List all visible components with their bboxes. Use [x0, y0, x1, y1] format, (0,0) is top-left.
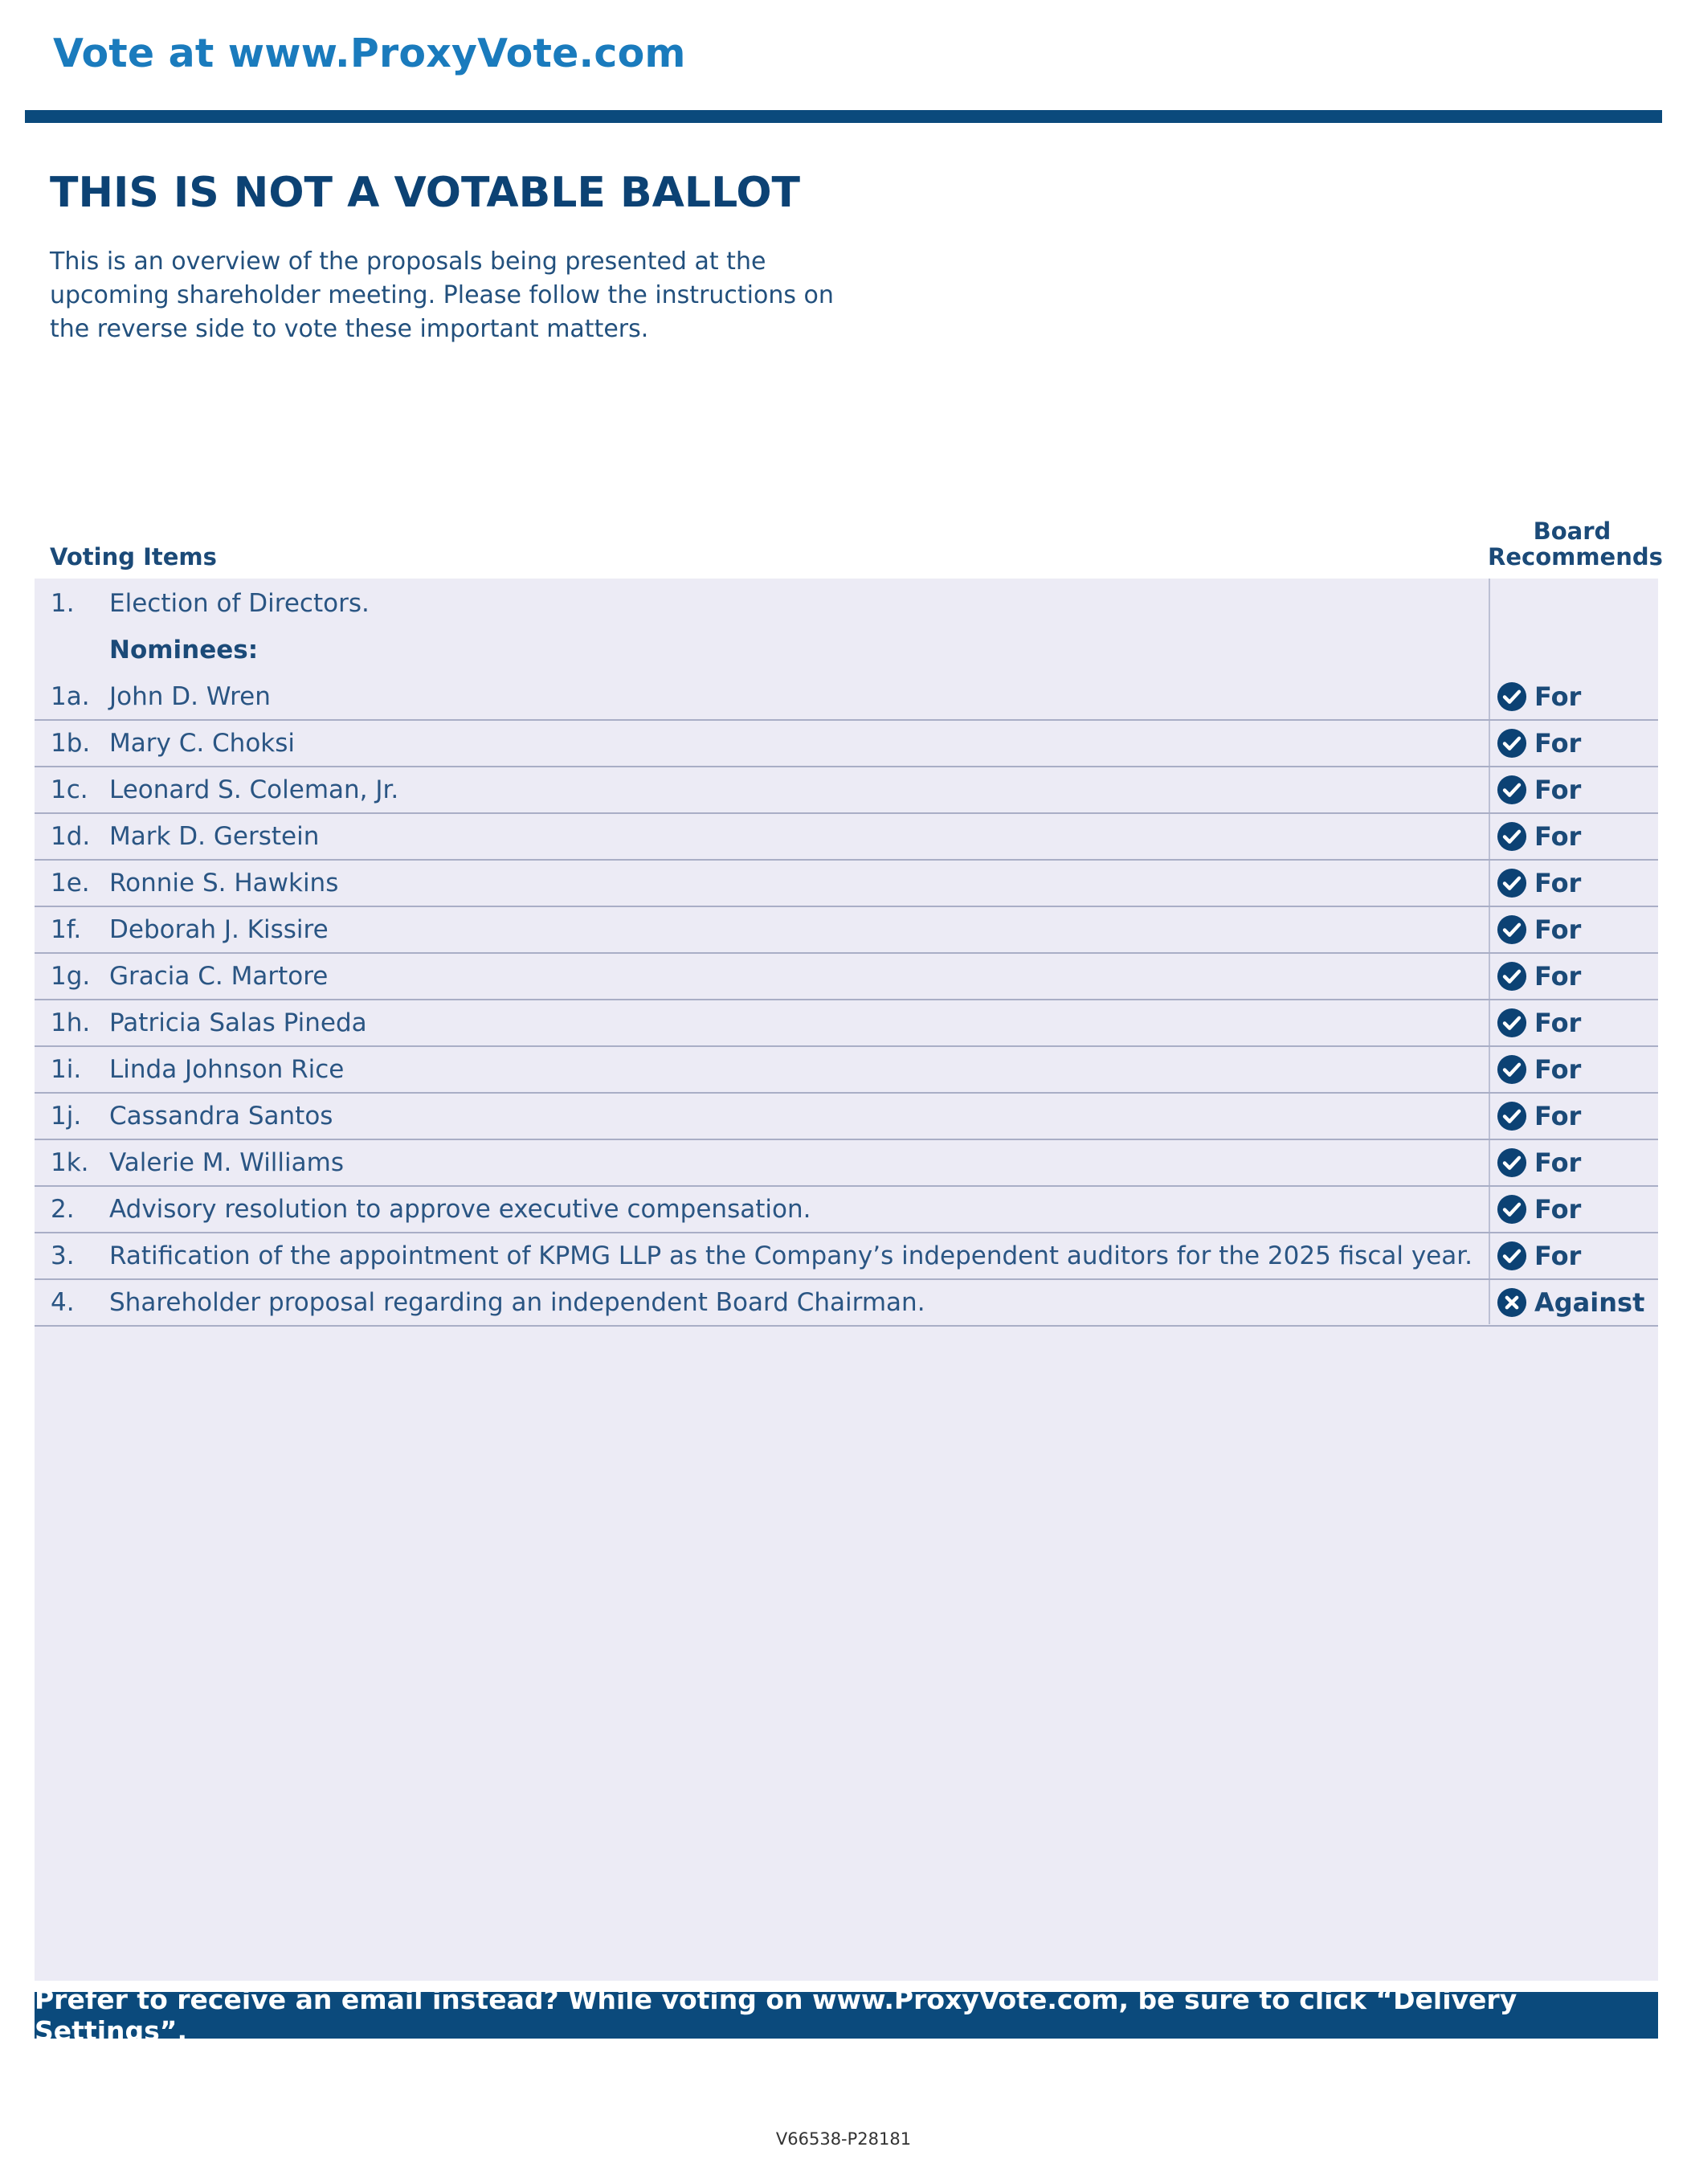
board-recommendation	[1497, 1054, 1581, 1085]
item-number: 1.	[51, 589, 75, 618]
intro-line-3: the reverse side to vote these important matters.	[50, 315, 649, 343]
board-recommendation	[1497, 914, 1581, 945]
item-description: Ronnie S. Hawkins	[109, 869, 339, 898]
item-number: 1j.	[51, 1102, 82, 1131]
item-number: 1b.	[51, 729, 91, 758]
item-description: John D. Wren	[109, 682, 271, 711]
board-recommendation	[1497, 775, 1581, 805]
item-number: 1c.	[51, 775, 88, 804]
board-recommendation	[1497, 1194, 1581, 1225]
board-recommendation	[1497, 1147, 1581, 1178]
item-number: 1k.	[51, 1148, 89, 1177]
voting-item-row	[35, 581, 1658, 628]
voting-item-row	[35, 1140, 1658, 1187]
item-description: Mark D. Gerstein	[109, 822, 320, 851]
x-circle-icon	[1497, 1287, 1527, 1318]
board-recommendation	[1497, 821, 1581, 852]
item-number: 1i.	[51, 1055, 82, 1084]
check-circle-icon	[1497, 1101, 1527, 1131]
board-recommendation	[1497, 961, 1581, 992]
item-number: 1g.	[51, 962, 91, 991]
column-header-board-recommends	[1488, 517, 1663, 571]
board-header-line-1: Board	[1533, 517, 1611, 545]
column-header-voting-items: Voting Items	[50, 543, 217, 571]
voting-item-row	[35, 861, 1658, 907]
recommendation-label: For	[1534, 914, 1582, 945]
recommendation-label: Against	[1534, 1287, 1645, 1318]
item-description: Advisory resolution to approve executive compensation.	[109, 1195, 811, 1224]
check-circle-icon	[1497, 1241, 1527, 1271]
item-description: Linda Johnson Rice	[109, 1055, 345, 1084]
item-description: Ratification of the appointment of KPMG LLP as the Company’s independent auditors for the 2025 fiscal year.	[109, 1241, 1473, 1270]
item-description: Shareholder proposal regarding an independent Board Chairman.	[109, 1288, 925, 1317]
recommendation-label: For	[1534, 1008, 1582, 1038]
board-recommendation	[1497, 681, 1581, 712]
item-number: 2.	[51, 1195, 75, 1224]
header-rule	[25, 110, 1662, 123]
board-recommendation	[1497, 1287, 1644, 1318]
voting-item-row	[35, 674, 1658, 721]
check-circle-icon	[1497, 1054, 1527, 1085]
check-circle-icon	[1497, 1147, 1527, 1178]
recommendation-label: For	[1534, 1101, 1582, 1131]
item-number: 1f.	[51, 915, 82, 944]
item-description: Election of Directors.	[109, 589, 370, 618]
recommendation-label: For	[1534, 1147, 1582, 1178]
nominees-subheading-row	[35, 628, 1658, 674]
voting-item-row	[35, 1047, 1658, 1094]
nominees-label: Nominees:	[109, 636, 259, 665]
check-circle-icon	[1497, 728, 1527, 759]
ballot-heading: THIS IS NOT A VOTABLE BALLOT	[50, 169, 801, 217]
voting-item-row	[35, 721, 1658, 767]
item-description: Deborah J. Kissire	[109, 915, 329, 944]
voting-item-row	[35, 814, 1658, 861]
voting-item-row	[35, 1187, 1658, 1233]
check-circle-icon	[1497, 775, 1527, 805]
item-description: Valerie M. Williams	[109, 1148, 344, 1177]
item-description: Leonard S. Coleman, Jr.	[109, 775, 399, 804]
item-number: 1h.	[51, 1008, 91, 1037]
recommendation-label: For	[1534, 868, 1582, 898]
voting-item-row	[35, 1280, 1658, 1327]
item-number: 1e.	[51, 869, 90, 898]
item-number: 1d.	[51, 822, 91, 851]
recommendation-label: For	[1534, 1054, 1582, 1085]
voting-item-row	[35, 954, 1658, 1000]
recommendation-label: For	[1534, 1241, 1582, 1271]
board-header-line-2: Recommends	[1488, 543, 1663, 571]
recommendation-label: For	[1534, 821, 1582, 852]
check-circle-icon	[1497, 914, 1527, 945]
intro-line-1: This is an overview of the proposals being presented at the	[50, 247, 766, 276]
check-circle-icon	[1497, 961, 1527, 992]
voting-item-row	[35, 907, 1658, 954]
check-circle-icon	[1497, 1008, 1527, 1038]
recommendation-label: For	[1534, 775, 1582, 805]
item-description: Gracia C. Martore	[109, 962, 329, 991]
item-number: 4.	[51, 1288, 75, 1317]
item-description: Mary C. Choksi	[109, 729, 296, 758]
delivery-settings-banner: Prefer to receive an email instead? While voting on www.ProxyVote.com, be sure to click “Delivery Settings”.	[35, 1992, 1658, 2039]
voting-item-row	[35, 1233, 1658, 1280]
recommendation-label: For	[1534, 1194, 1582, 1225]
item-description: Patricia Salas Pineda	[109, 1008, 367, 1037]
header-title: Vote at www.ProxyVote.com	[53, 31, 686, 76]
board-recommendation	[1497, 1101, 1581, 1131]
item-number: 3.	[51, 1241, 75, 1270]
recommendation-label: For	[1534, 728, 1582, 759]
board-recommendation	[1497, 1241, 1581, 1271]
voting-item-row	[35, 1094, 1658, 1140]
voting-item-row	[35, 1000, 1658, 1047]
item-number: 1a.	[51, 682, 90, 711]
check-circle-icon	[1497, 1194, 1527, 1225]
recommendation-label: For	[1534, 961, 1582, 992]
document-code: V66538-P28181	[775, 2129, 912, 2149]
item-description: Cassandra Santos	[109, 1102, 333, 1131]
board-recommendation	[1497, 728, 1581, 759]
voting-item-row	[35, 767, 1658, 814]
board-recommendation	[1497, 1008, 1581, 1038]
intro-paragraph	[50, 245, 853, 346]
check-circle-icon	[1497, 821, 1527, 852]
check-circle-icon	[1497, 868, 1527, 898]
board-recommendation	[1497, 868, 1581, 898]
check-circle-icon	[1497, 681, 1527, 712]
recommendation-label: For	[1534, 681, 1582, 712]
intro-line-2: upcoming shareholder meeting. Please follow the instructions on	[50, 281, 834, 309]
